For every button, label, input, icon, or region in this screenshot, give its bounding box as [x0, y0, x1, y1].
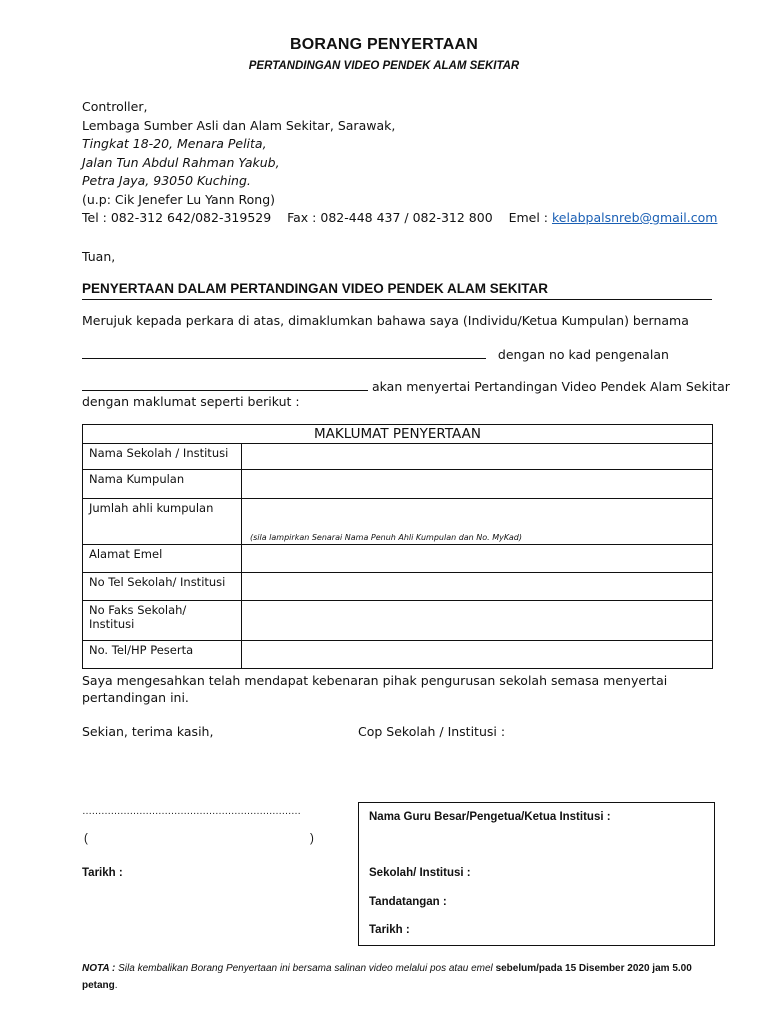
row-label-school: Nama Sekolah / Institusi [83, 444, 242, 470]
row-label-email: Alamat Emel [83, 545, 242, 573]
headmaster-signature-box [358, 802, 715, 946]
name-blank-field[interactable] [82, 346, 486, 359]
signer-date-label: Tarikh : [82, 867, 123, 879]
body-paragraph-3 [82, 378, 730, 394]
confirmation-text [82, 672, 667, 706]
member-list-note: (sila lampirkan Senarai Nama Penuh Ahli Kumpulan dan No. MyKad) [250, 533, 522, 542]
form-title: BORANG PENYERTAAN [289, 36, 478, 53]
row-label-group: Nama Kumpulan [83, 470, 242, 499]
address-line: Petra Jaya, 93050 Kuching. [82, 173, 251, 188]
recipient-address [82, 98, 395, 209]
nota-label: NOTA : [82, 963, 116, 974]
row-label-school-tel: No Tel Sekolah/ Institusi [83, 573, 242, 601]
nota-end: . [114, 980, 118, 991]
row-label-participant-tel: No. Tel/HP Peserta [83, 641, 242, 669]
row-label-members: Jumlah ahli kumpulan [83, 499, 242, 545]
head-name-label: Nama Guru Besar/Pengetua/Ketua Institusi : [369, 811, 611, 823]
ic-number-blank-field[interactable] [82, 378, 368, 391]
entry-info-table [82, 424, 713, 669]
nota-deadline: sebelum/pada 15 Disember 2020 jam 5.00 petang [82, 963, 692, 991]
telephone-text: Tel : 082-312 642/082-319529 [82, 210, 272, 225]
name-close-paren: ) [310, 833, 314, 845]
name-open-paren: ( [84, 833, 88, 845]
school-fax-field[interactable] [242, 601, 713, 641]
id-card-text: dengan no kad pengenalan [497, 347, 669, 362]
signature-label: Tandatangan : [369, 896, 447, 908]
confirmation-line: pertandingan ini. [82, 690, 189, 705]
body-paragraph-4: dengan maklumat seperti berikut : [82, 394, 300, 409]
school-name-field[interactable] [242, 444, 713, 470]
body-paragraph-2 [82, 346, 669, 362]
email-label: Emel : [508, 210, 548, 225]
school-tel-field[interactable] [242, 573, 713, 601]
salutation: Tuan, [82, 249, 116, 264]
group-name-field[interactable] [242, 470, 713, 499]
nota-text: Sila kembalikan Borang Penyertaan ini bersama salinan video melalui pos atau emel [118, 963, 493, 974]
row-label-school-fax: No Faks Sekolah/ Institusi [83, 601, 242, 641]
address-line: Tingkat 18-20, Menara Pelita, [82, 136, 267, 151]
form-subtitle: PERTANDINGAN VIDEO PENDEK ALAM SEKITAR [248, 60, 520, 72]
address-line: Lembaga Sumber Asli dan Alam Sekitar, Sarawak, [82, 117, 396, 133]
contact-line [82, 210, 717, 225]
email-field[interactable] [242, 545, 713, 573]
school-label: Sekolah/ Institusi : [369, 867, 471, 879]
address-line: Jalan Tun Abdul Rahman Yakub, [82, 154, 280, 170]
email-link[interactable]: kelabpalsnreb@gmail.com [551, 210, 718, 225]
address-line: (u.p: Cik Jenefer Lu Yann Rong) [82, 191, 276, 207]
fax-text: Fax : 082-448 437 / 082-312 800 [287, 210, 493, 225]
body-paragraph-1: Merujuk kepada perkara di atas, dimaklumkan bahawa saya (Individu/Ketua Kumpulan) bernama [82, 313, 689, 328]
closing-text: Sekian, terima kasih, [82, 724, 214, 739]
letter-heading: PENYERTAAN DALAM PERTANDINGAN VIDEO PENDEK ALAM SEKITAR [82, 281, 712, 300]
table-header: MAKLUMAT PENYERTAAN [83, 425, 713, 444]
stamp-label: Cop Sekolah / Institusi : [358, 724, 506, 739]
confirmation-line: Saya mengesahkan telah mendapat kebenaran pihak pengurusan sekolah semasa menyertai [82, 673, 668, 688]
member-count-field[interactable] [242, 499, 713, 545]
participant-tel-field[interactable] [242, 641, 713, 669]
participate-text: akan menyertai Pertandingan Video Pendek Alam Sekitar [371, 379, 730, 394]
date-label: Tarikh : [369, 924, 410, 936]
footnote [82, 960, 722, 994]
signature-line[interactable]: …………………………………………………………… [82, 806, 301, 817]
address-line: Controller, [82, 99, 148, 114]
